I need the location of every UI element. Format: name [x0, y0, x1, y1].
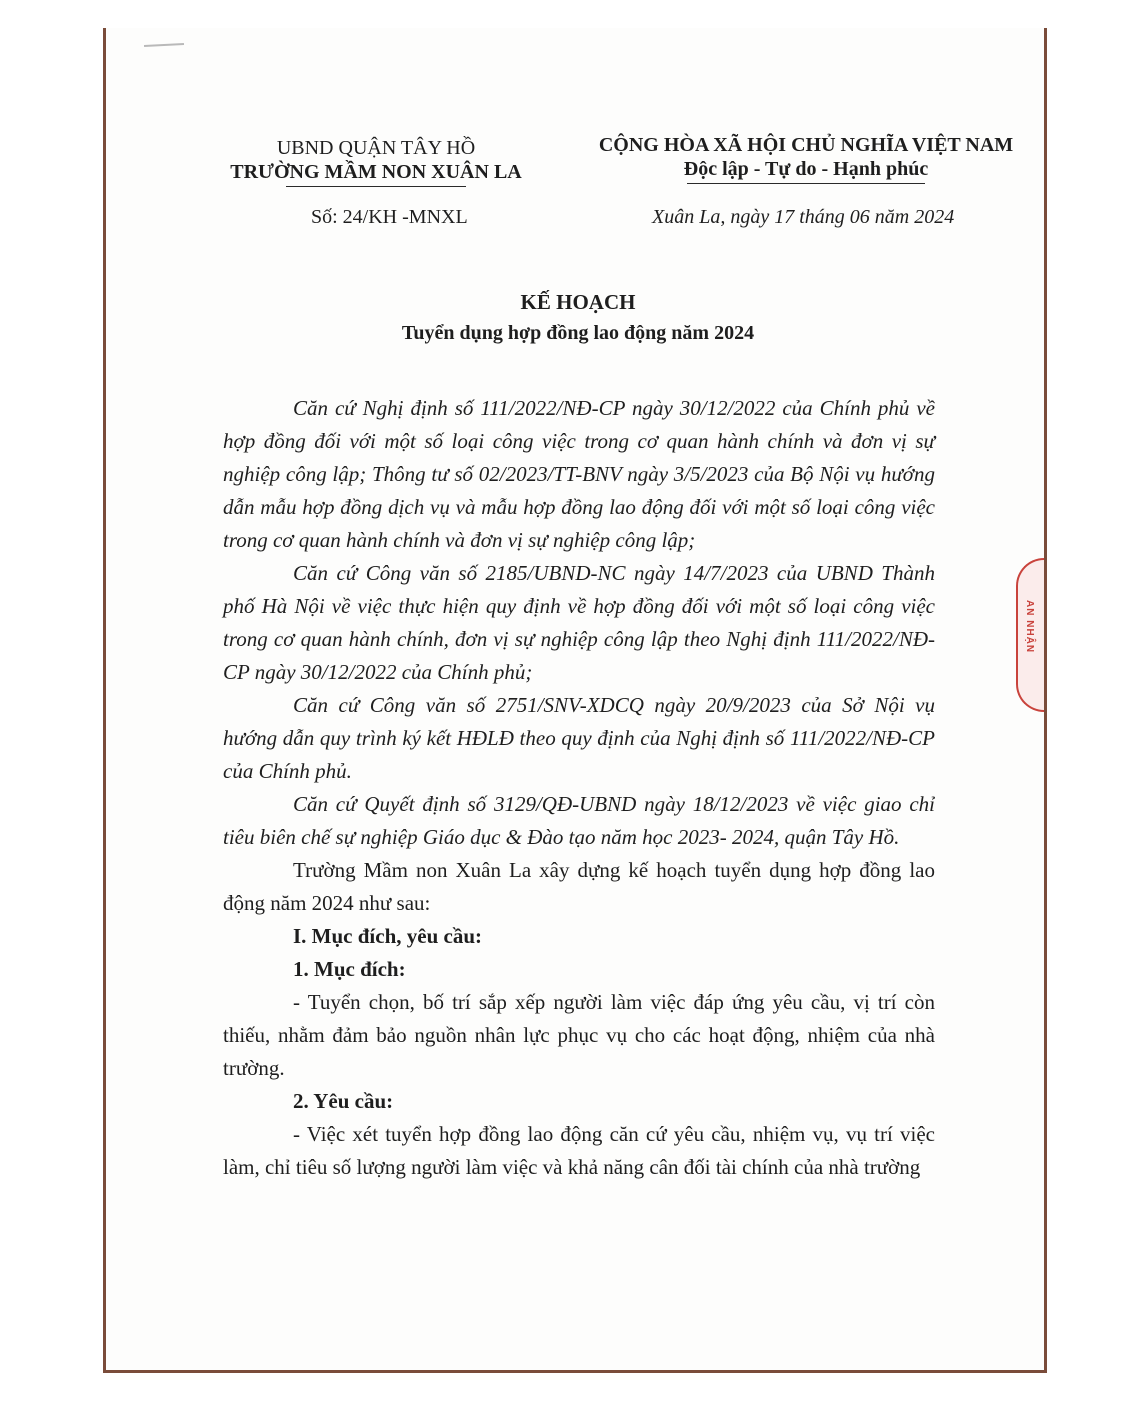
document-date: Xuân La, ngày 17 tháng 06 năm 2024 [652, 206, 955, 228]
requirements-paragraph: - Việc xét tuyển hợp đồng lao động căn cứ yêu cầu, nhiệm vụ, vụ trí việc làm, chỉ tiêu số lượng người làm việc và khả năng cân đối tài chính của nhà trường [223, 1122, 935, 1179]
subsection-heading-purpose: 1. Mục đích: [293, 957, 406, 981]
basis-paragraph-4: Căn cứ Quyết định số 3129/QĐ-UBND ngày 18/12/2023 về việc giao chỉ tiêu biên chế sự nghiệp Giáo dục & Đào tạo năm học 2023- 2024, quận Tây Hồ. [223, 792, 935, 849]
basis-paragraph-2: Căn cứ Công văn số 2185/UBND-NC ngày 14/7/2023 của UBND Thành phố Hà Nội về việc thực hiện quy định về hợp đồng đối với một số loại công việc trong cơ quan hành chính, đơn vị sự nghiệp công lập theo Nghị định 111/2022/NĐ-CP ngày 30/12/2022 của Chính phủ; [223, 561, 935, 684]
received-stamp [1016, 558, 1044, 712]
purpose-paragraph: - Tuyển chọn, bố trí sắp xếp người làm việc đáp ứng yêu cầu, vị trí còn thiếu, nhằm đảm bảo nguồn nhân lực phục vụ cho các hoạt động, nhiệm của nhà trường. [223, 990, 935, 1080]
org-line-2: TRƯỜNG MẦM NON XUÂN LA [230, 161, 522, 183]
basis-paragraph-3: Căn cứ Công văn số 2751/SNV-XDCQ ngày 20/9/2023 của Sở Nội vụ hướng dẫn quy trình ký kết HĐLĐ theo quy định của Nghị định số 111/2022/NĐ-CP của Chính phủ. [223, 693, 935, 783]
document-title: KẾ HOẠCH [520, 290, 636, 314]
issuing-organization [216, 136, 536, 187]
document-number: Số: 24/KH -MNXL [311, 206, 468, 228]
stamp-text: AN NHẬN [1024, 600, 1035, 654]
nation-line-1: CỘNG HÒA XÃ HỘI CHỦ NGHĨA VIỆT NAM [598, 134, 1014, 156]
motto-underline [687, 183, 925, 184]
national-motto [576, 133, 1036, 184]
org-line-1: UBND QUẬN TÂY HỒ [276, 137, 476, 159]
intro-paragraph: Trường Mầm non Xuân La xây dựng kế hoạch tuyển dụng hợp đồng lao động năm 2024 như sau: [223, 858, 935, 915]
nation-line-2: Độc lập - Tự do - Hạnh phúc [683, 158, 929, 180]
section-heading-1: I. Mục đích, yêu cầu: [293, 924, 482, 948]
org-underline [286, 186, 466, 187]
pen-mark [144, 43, 184, 47]
document-subtitle: Tuyển dụng hợp đồng lao động năm 2024 [401, 322, 755, 344]
basis-paragraph-1: Căn cứ Nghị định số 111/2022/NĐ-CP ngày 30/12/2022 của Chính phủ về hợp đồng đối với một số loại công việc trong cơ quan hành chính và đơn vị sự nghiệp công lập; Thông tư số 02/2023/TT-BNV ngày 3/5/2023 của Bộ Nội vụ hướng dẫn mẫu hợp đồng dịch vụ và mẫu hợp đồng lao động đối với một số loại công việc trong cơ quan hành chính và đơn vị sự nghiệp công lập; [223, 396, 935, 552]
document-body [223, 392, 935, 1184]
document-page [103, 28, 1047, 1373]
subsection-heading-requirements: 2. Yêu cầu: [293, 1089, 394, 1113]
